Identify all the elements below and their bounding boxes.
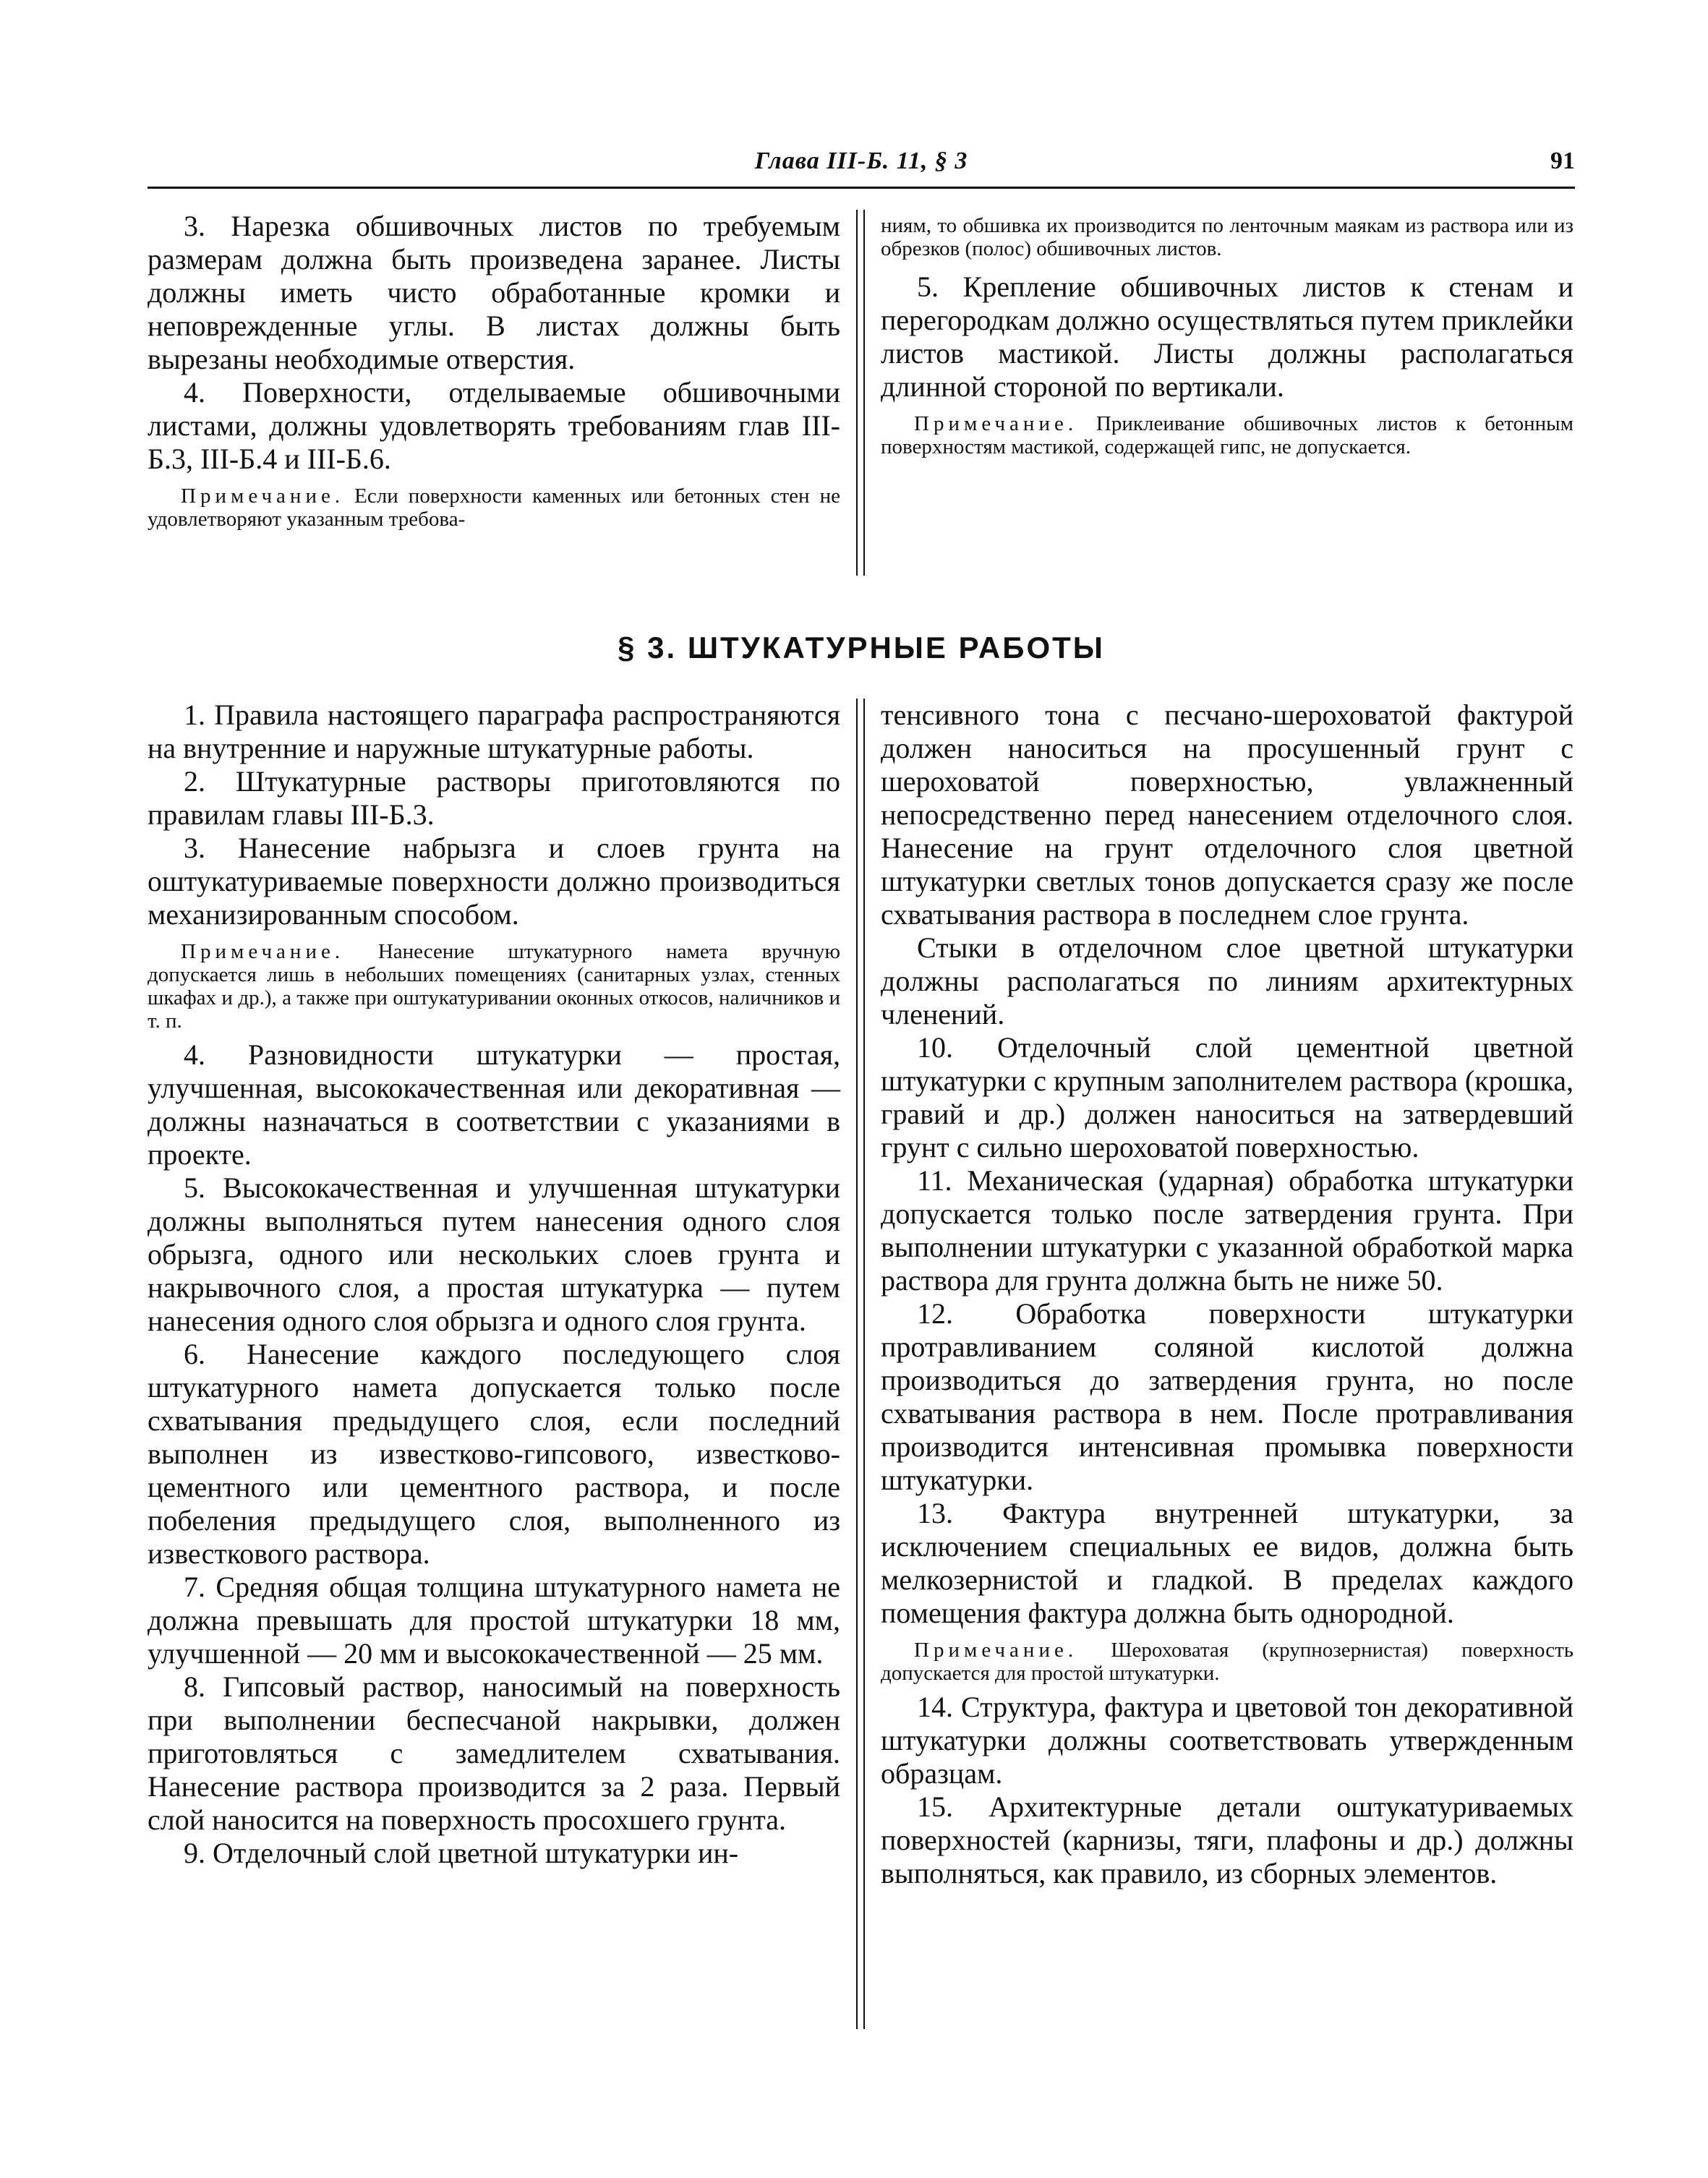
note-text: Шероховатая (крупнозернистая) поверхность допускается для простой штукатурки.	[881, 1639, 1574, 1685]
paragraph-continuation: тенсивного тона с песчано-шероховатой фактурой должен наноситься на просушенный грунт с шероховатой поверхностью, увлажненный непосредственно перед нанесением отделочного слоя. Нанесение на грунт отделочного слоя цветной штукатурки светлых тонов допускается сразу же после схватывания раствора в последнем слое грунта.	[881, 699, 1574, 931]
paragraph: 7. Средняя общая толщина штукатурного намета не должна превышать для простой штукатурки 18 мм, улучшенной — 20 мм и высококачественной — 25 мм.	[148, 1571, 840, 1670]
section-title: § 3. ШТУКАТУРНЫЕ РАБОТЫ	[618, 631, 1105, 665]
paragraph: Стыки в отделочном слое цветной штукатурки должны располагаться по линиям архитектурных членений.	[881, 931, 1574, 1030]
paragraph: 13. Фактура внутренней штукатурки, за исключением специальных ее видов, должна быть мелкозернистой и гладкой. В пределах каждого помещения фактура должна быть однородной.	[881, 1497, 1574, 1629]
bottom-left-column	[148, 699, 840, 1870]
bottom-right-column	[881, 699, 1574, 1890]
paragraph: 9. Отделочный слой цветной штукатурки ин-	[184, 1837, 739, 1869]
note	[148, 484, 840, 531]
paragraph: 4. Разновидности штукатурки — простая, улучшенная, высококачественная или декоративная — должны назначаться в соответствии с указаниями в проекте.	[148, 1038, 840, 1171]
paragraph: 5. Высококачественная и улучшенная штукатурки должны выполняться путем нанесения одного слоя обрызга, одного или нескольких слоев грунта и накрывочного слоя, а простая штукатурка — путем нанесения одного слоя обрызга и одного слоя грунта.	[148, 1171, 840, 1337]
paragraph: 10. Отделочный слой цементной цветной штукатурки с крупным заполнителем раствора (крошка, гравий и др.) должен наноситься на затвердевший грунт с сильно шероховатой поверхностью.	[881, 1031, 1574, 1163]
note-label: Примечание.	[914, 1639, 1078, 1662]
chapter-title: Глава III-Б. 11, § 3	[754, 148, 968, 174]
column-divider	[856, 699, 858, 2029]
header-rule	[148, 187, 1575, 189]
note-label: Примечание.	[914, 412, 1078, 435]
note	[881, 412, 1574, 458]
top-left-column	[148, 210, 840, 537]
paragraph: 3. Нанесение набрызга и слоев грунта на оштукатуриваемые поверхности должно производиться механизированным способом.	[148, 832, 840, 931]
column-divider	[863, 210, 865, 576]
paragraph: 14. Структура, фактура и цветовой тон декоративной штукатурки должны соответствовать утвержденным образцам.	[881, 1691, 1574, 1790]
paragraph: 12. Обработка поверхности штукатурки протравливанием соляной кислотой должна производиться до затвердения грунта, но после схватывания раствора в нем. После протравливания производится интенсивная промывка поверхности штукатурки.	[881, 1297, 1574, 1496]
note-continuation: ниям, то обшивка их производится по ленточным маякам из раствора или из обрезков (полос) обшивочных листов.	[881, 214, 1574, 260]
paragraph: 11. Механическая (ударная) обработка штукатурки допускается только после затвердения грунта. При выполнении штукатурки с указанной обработкой марка раствора для грунта должна быть не ниже 50.	[881, 1164, 1574, 1297]
page-number: 91	[1550, 148, 1575, 174]
note-label: Примечание.	[181, 484, 345, 508]
paragraph: 5. Крепление обшивочных листов к стенам и перегородкам должно осуществляться путем приклейки листов мастикой. Листы должны располагаться длинной стороной по вертикали.	[881, 270, 1574, 403]
note-text: Нанесение штукатурного намета вручную допускается лишь в небольших помещениях (санитарных узлах, стенных шкафах и др.), а также при оштукатуривании оконных откосов, наличников и т. п.	[148, 940, 840, 1033]
note-text: Если поверхности каменных или бетонных стен не удовлетворяют указанным требова-	[148, 484, 840, 531]
note	[148, 940, 840, 1033]
note-label: Примечание.	[181, 940, 345, 963]
paragraph: 6. Нанесение каждого последующего слоя штукатурного намета допускается только после схватывания предыдущего слоя, если последний выполнен из известково-гипсового, известково-цементного или цементного раствора, и после побеления предыдущего слоя, выполненного из известкового раствора.	[148, 1338, 840, 1570]
paragraph: 8. Гипсовый раствор, наносимый на поверхность при выполнении беспесчаной накрывки, должен приготовляться с замедлителем схватывания. Нанесение раствора производится за 2 раза. Первый слой наносится на поверхность просохшего грунта.	[148, 1670, 840, 1836]
paragraph: 2. Штукатурные растворы приготовляются по правилам главы III-Б.3.	[148, 765, 840, 831]
paragraph: 1. Правила настоящего параграфа распространяются на внутренние и наружные штукатурные работы.	[148, 699, 840, 764]
paragraph: 3. Нарезка обшивочных листов по требуемым размерам должна быть произведена заранее. Листы должны иметь чисто обработанные кромки и неповрежденные углы. В листах должны быть вырезаны необходимые отверстия.	[148, 210, 840, 375]
paragraph: 15. Архитектурные детали оштукатуриваемых поверхностей (карнизы, тяги, плафоны и др.) должны выполняться, как правило, из сборных элементов.	[881, 1790, 1574, 1889]
paragraph: 4. Поверхности, отделываемые обшивочными листами, должны удовлетворять требованиям глав III-Б.3, III-Б.4 и III-Б.6.	[148, 376, 840, 475]
column-divider	[856, 210, 858, 576]
top-right-column	[881, 214, 1574, 464]
note	[881, 1639, 1574, 1685]
column-divider	[863, 699, 865, 2029]
page-header	[148, 142, 1575, 185]
note-text: Приклеивание обшивочных листов к бетонным поверхностям мастикой, содержащей гипс, не допускается.	[881, 412, 1574, 458]
